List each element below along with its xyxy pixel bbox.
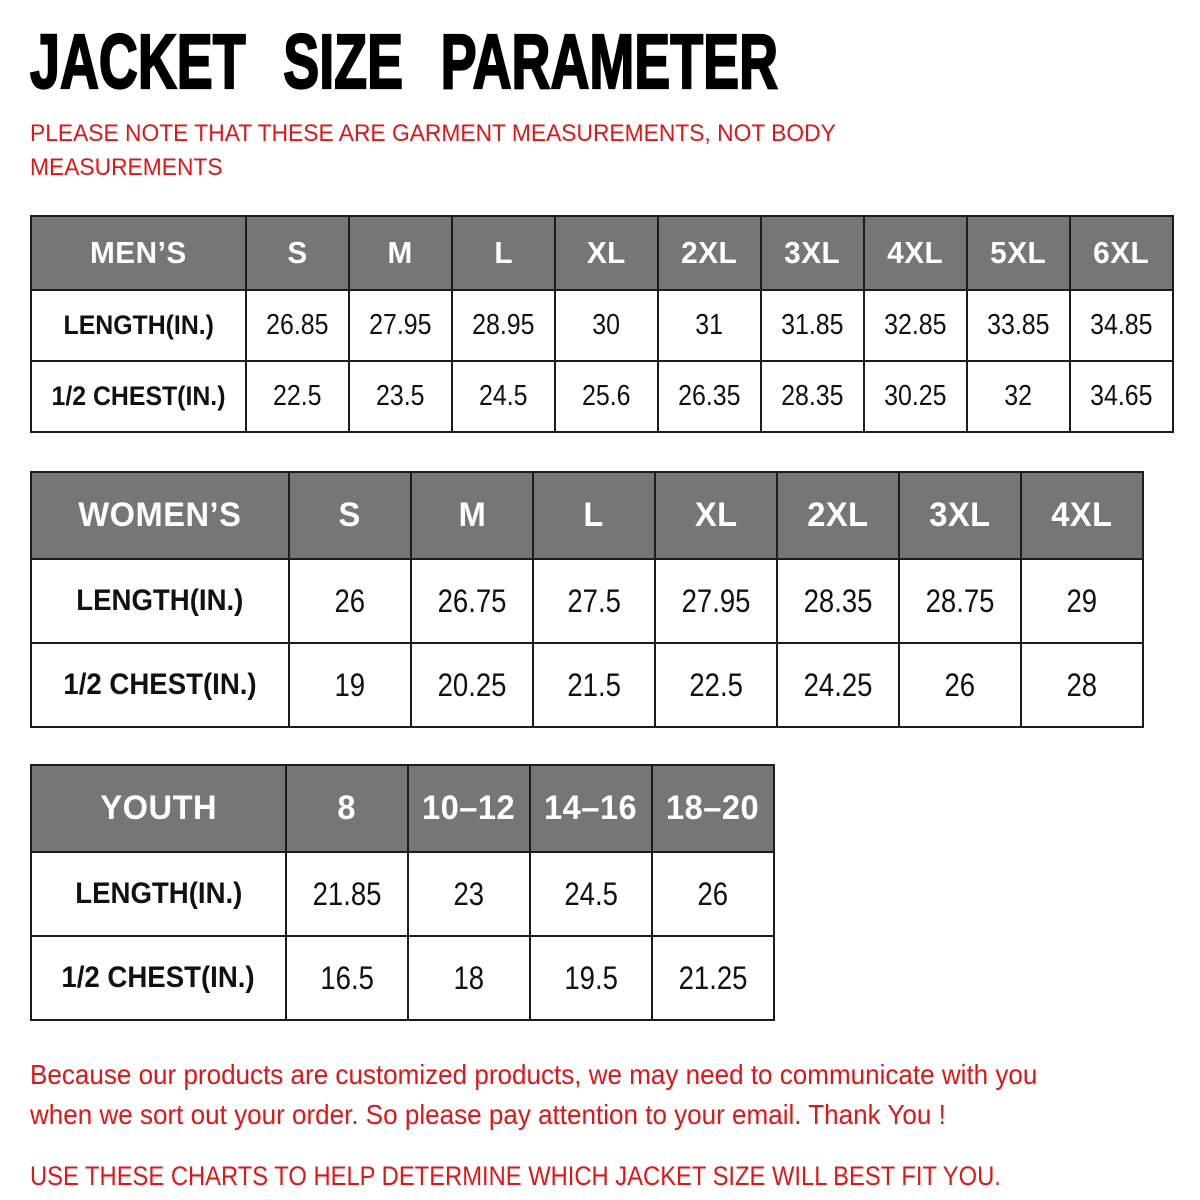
size-label: 8 xyxy=(337,789,357,827)
value-cell xyxy=(555,290,658,361)
size-header-cell xyxy=(555,216,658,290)
mens-length-row xyxy=(31,290,1173,361)
value-cell xyxy=(761,290,864,361)
value: 16.5 xyxy=(320,959,374,996)
value: 28.95 xyxy=(472,309,535,341)
value: 23.5 xyxy=(376,380,425,412)
size-label: 3XL xyxy=(929,496,991,534)
value: 32 xyxy=(1004,380,1033,412)
value-cell xyxy=(408,936,530,1020)
value-cell xyxy=(1021,643,1143,727)
value: 24.25 xyxy=(803,666,873,703)
value: 30 xyxy=(592,309,621,341)
value-cell xyxy=(652,852,774,936)
row-label: LENGTH(IN.) xyxy=(63,310,214,340)
value: 20.25 xyxy=(437,666,507,703)
size-header-cell xyxy=(246,216,349,290)
size-header-cell xyxy=(761,216,864,290)
value-cell xyxy=(349,361,452,432)
row-label: LENGTH(IN.) xyxy=(76,584,244,617)
value: 31 xyxy=(695,309,724,341)
value-cell xyxy=(408,852,530,936)
size-header-cell xyxy=(530,765,652,852)
value: 32.85 xyxy=(884,309,947,341)
size-label: 2XL xyxy=(807,496,869,534)
size-label: XL xyxy=(694,496,738,534)
value-cell xyxy=(246,290,349,361)
value-cell xyxy=(655,559,777,643)
size-label: S xyxy=(287,235,308,270)
row-label-cell xyxy=(31,852,286,936)
customization-notice-line-1: Because our products are customized products, we may need to communicate with you xyxy=(30,1059,1038,1090)
value-cell xyxy=(411,559,533,643)
value: 26 xyxy=(697,875,729,912)
size-label: 4XL xyxy=(887,235,944,270)
value: 21.5 xyxy=(567,666,621,703)
value-cell xyxy=(967,290,1070,361)
value-cell xyxy=(777,643,899,727)
size-header-cell xyxy=(408,765,530,852)
value-cell xyxy=(761,361,864,432)
size-label: 10–12 xyxy=(422,789,516,827)
youth-size-table xyxy=(30,764,775,1021)
value-cell xyxy=(652,936,774,1020)
customization-notice-line-2: when we sort out your order. So please pay attention to your email. Thank You ! xyxy=(30,1099,946,1130)
row-label-cell xyxy=(31,361,246,432)
youth-table-title: YOUTH xyxy=(100,789,217,827)
value: 30.25 xyxy=(884,380,947,412)
mens-header-row xyxy=(31,216,1173,290)
size-label: M xyxy=(387,235,414,270)
womens-table-title-cell xyxy=(31,472,289,559)
row-label: 1/2 CHEST(IN.) xyxy=(51,381,226,411)
value: 25.6 xyxy=(582,380,631,412)
value: 28.35 xyxy=(781,380,844,412)
value: 21.85 xyxy=(312,875,382,912)
row-label-cell xyxy=(31,643,289,727)
value: 26.35 xyxy=(678,380,741,412)
row-label-cell xyxy=(31,559,289,643)
size-label: 2XL xyxy=(681,235,738,270)
size-label: XL xyxy=(587,235,626,270)
value-cell xyxy=(967,361,1070,432)
value: 27.5 xyxy=(567,582,621,619)
row-label-cell xyxy=(31,290,246,361)
size-header-cell xyxy=(655,472,777,559)
value: 24.5 xyxy=(479,380,528,412)
value: 21.25 xyxy=(678,959,748,996)
value-cell xyxy=(777,559,899,643)
value: 28 xyxy=(1066,666,1098,703)
size-header-cell xyxy=(349,216,452,290)
value-cell xyxy=(1070,361,1173,432)
size-label: M xyxy=(458,496,486,534)
size-label: S xyxy=(338,496,362,534)
size-label: L xyxy=(583,496,605,534)
value: 28.35 xyxy=(803,582,873,619)
value-cell xyxy=(286,936,408,1020)
value: 22.5 xyxy=(273,380,322,412)
size-header-cell xyxy=(658,216,761,290)
youth-table-title-cell xyxy=(31,765,286,852)
value-cell xyxy=(533,559,655,643)
womens-chest-row xyxy=(31,643,1143,727)
size-header-cell xyxy=(286,765,408,852)
note-line-1: PLEASE NOTE THAT THESE ARE GARMENT MEASUREMENTS, NOT BODY xyxy=(30,120,836,147)
value: 28.75 xyxy=(925,582,995,619)
size-header-cell xyxy=(533,472,655,559)
value-cell xyxy=(289,643,411,727)
womens-length-row xyxy=(31,559,1143,643)
size-label: 6XL xyxy=(1093,235,1150,270)
size-label: 4XL xyxy=(1051,496,1113,534)
value: 29 xyxy=(1066,582,1098,619)
size-label: 3XL xyxy=(784,235,841,270)
womens-header-row xyxy=(31,472,1143,559)
row-label-cell xyxy=(31,936,286,1020)
value-cell xyxy=(864,290,967,361)
size-label: 5XL xyxy=(990,235,1047,270)
size-header-cell xyxy=(777,472,899,559)
value: 27.95 xyxy=(369,309,432,341)
size-header-cell xyxy=(289,472,411,559)
value: 34.65 xyxy=(1090,380,1153,412)
value-cell xyxy=(530,852,652,936)
value: 19 xyxy=(334,666,366,703)
value: 24.5 xyxy=(564,875,618,912)
value-cell xyxy=(899,643,1021,727)
value-cell xyxy=(864,361,967,432)
value: 26.75 xyxy=(437,582,507,619)
value: 27.95 xyxy=(681,582,751,619)
value-cell xyxy=(530,936,652,1020)
value-cell xyxy=(533,643,655,727)
youth-chest-row xyxy=(31,936,774,1020)
value-cell xyxy=(411,643,533,727)
value: 18 xyxy=(453,959,485,996)
value: 34.85 xyxy=(1090,309,1153,341)
size-header-cell xyxy=(1070,216,1173,290)
row-label: LENGTH(IN.) xyxy=(74,877,243,910)
value: 19.5 xyxy=(564,959,618,996)
value-cell xyxy=(286,852,408,936)
row-label: 1/2 CHEST(IN.) xyxy=(61,961,256,994)
page-title-text: JACKET SIZE PARAMETER xyxy=(30,19,779,105)
size-label: L xyxy=(494,235,513,270)
value: 26 xyxy=(944,666,976,703)
page-title xyxy=(30,19,1200,105)
note-line-2: MEASUREMENTS xyxy=(30,154,223,181)
size-header-cell xyxy=(452,216,555,290)
value-cell xyxy=(289,559,411,643)
value-cell xyxy=(1070,290,1173,361)
value: 26.85 xyxy=(266,309,329,341)
value-cell xyxy=(555,361,658,432)
value-cell xyxy=(452,290,555,361)
mens-chest-row xyxy=(31,361,1173,432)
value-cell xyxy=(658,361,761,432)
value-cell xyxy=(1021,559,1143,643)
value: 22.5 xyxy=(689,666,743,703)
size-header-cell xyxy=(864,216,967,290)
womens-size-table xyxy=(30,471,1144,728)
row-label: 1/2 CHEST(IN.) xyxy=(63,668,257,701)
size-header-cell xyxy=(652,765,774,852)
value-cell xyxy=(899,559,1021,643)
youth-length-row xyxy=(31,852,774,936)
youth-header-row xyxy=(31,765,774,852)
value: 33.85 xyxy=(987,309,1050,341)
customization-notice xyxy=(30,1055,1200,1135)
size-label: 18–20 xyxy=(666,789,760,827)
value-cell xyxy=(452,361,555,432)
garment-measurement-note xyxy=(30,117,1200,185)
size-label: 14–16 xyxy=(544,789,638,827)
size-header-cell xyxy=(967,216,1070,290)
value-cell xyxy=(655,643,777,727)
mens-table-title: MEN’S xyxy=(90,235,187,270)
fit-advice-text: USE THESE CHARTS TO HELP DETERMINE WHICH JACKET SIZE WILL BEST FIT YOU. xyxy=(30,1161,1001,1191)
value: 31.85 xyxy=(781,309,844,341)
mens-size-table xyxy=(30,215,1174,433)
value-cell xyxy=(349,290,452,361)
size-header-cell xyxy=(899,472,1021,559)
value: 23 xyxy=(453,875,485,912)
fit-advice xyxy=(30,1161,1200,1192)
womens-table-title: WOMEN’S xyxy=(78,496,242,534)
mens-table-title-cell xyxy=(31,216,246,290)
size-header-cell xyxy=(411,472,533,559)
value-cell xyxy=(658,290,761,361)
value: 26 xyxy=(334,582,366,619)
size-header-cell xyxy=(1021,472,1143,559)
value-cell xyxy=(246,361,349,432)
